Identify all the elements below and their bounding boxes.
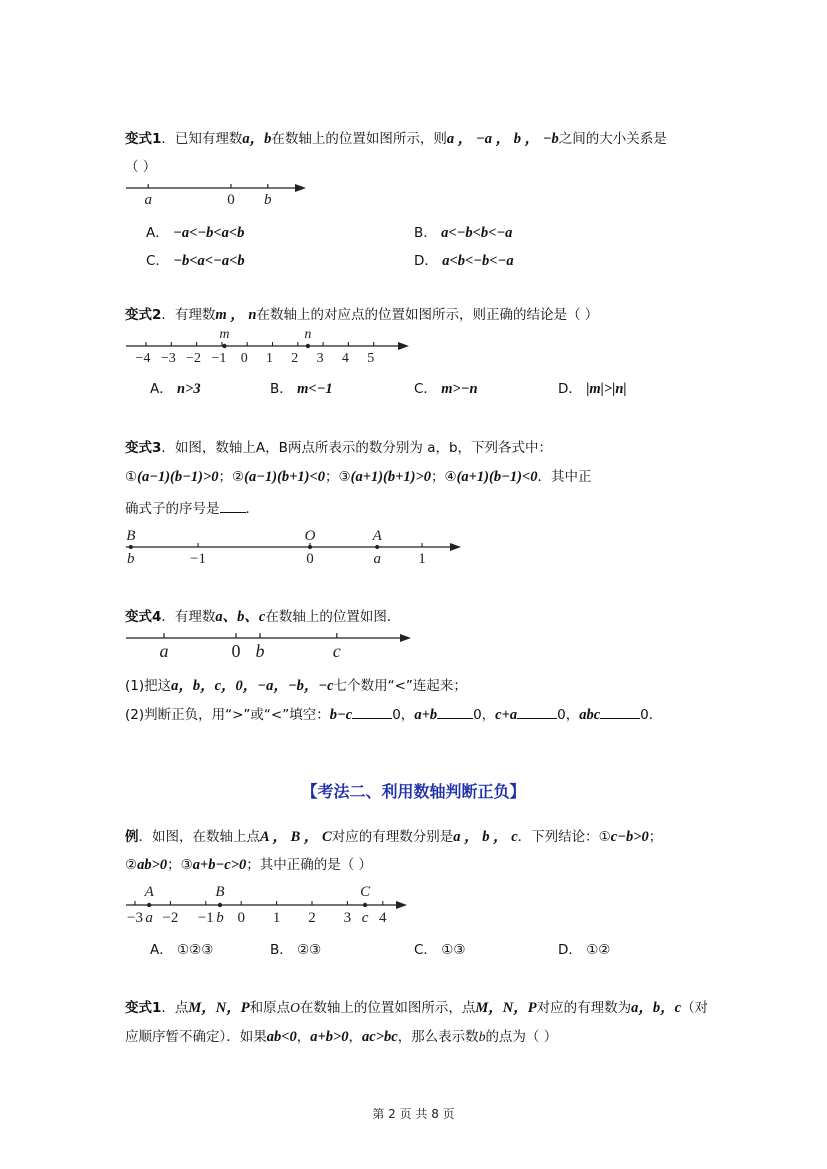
q3-bottom-label: b <box>127 551 135 567</box>
ex-tick-label: −1 <box>197 910 214 926</box>
q4-line1: 变式4．有理数a、b、c在数轴上的位置如图． <box>125 609 401 625</box>
ex-point-sub: a <box>145 910 153 926</box>
q3-number-line <box>124 526 469 568</box>
q3-line3: 确式子的序号是 ． <box>125 501 259 517</box>
q1-vars-ab: a，b <box>242 131 272 147</box>
q5-line1: 变式1．点M，N，P和原点O在数轴上的位置如图所示，点M，N，P对应的有理数为a，b，c（对 <box>125 1000 709 1016</box>
ex-number-line <box>124 880 424 926</box>
q3-answer-blank[interactable] <box>220 500 246 513</box>
q3-label: 变式3 <box>125 440 162 456</box>
q3-bottom-label: a <box>373 551 381 567</box>
ex-line2: ②ab>0；③a+b−c>0；其中正确的是（ ） <box>125 857 373 873</box>
q3-line2: ①(a−1)(b−1)>0；②(a−1)(b+1)<0；③(a+1)(b+1)>0；④(a+1)(b−1)<0．其中正 <box>125 469 592 485</box>
q4-sub2: (2)判断正负，用“>”或“<”填空：b−c 0，a+b 0，c+a 0，abc 0． <box>125 707 663 723</box>
q2-option-d[interactable]: D． |m|>|n| <box>558 381 627 397</box>
q2-tick-label: −4 <box>135 351 151 366</box>
ex-tick-label: −2 <box>162 910 179 926</box>
q2-point-m <box>222 344 226 348</box>
q1-stem-a: ．已知有理数 <box>161 131 243 147</box>
q2-label: 变式2 <box>125 307 162 323</box>
ex-point-C <box>363 903 367 907</box>
q4-axis-label: c <box>332 641 341 661</box>
page-footer: 第 2 页 共 8 页 <box>372 1107 455 1121</box>
q4-blank-3[interactable] <box>517 706 557 719</box>
q4-blank-4[interactable] <box>600 706 640 719</box>
q3-line1: 变式3．如图，数轴上A，B两点所表示的数分别为 a，b，下列各式中： <box>125 440 553 456</box>
q4-blank-2[interactable] <box>437 706 473 719</box>
q1-label: 变式1 <box>125 131 162 147</box>
ex-option-d[interactable]: D． ①② <box>558 942 611 958</box>
ex-option-a[interactable]: A． ①②③ <box>150 942 214 958</box>
q1-option-a[interactable]: A． −a<−b<a<b <box>146 225 245 241</box>
q2-tick-label: 0 <box>240 351 248 366</box>
q2-tick-label: −1 <box>211 351 227 366</box>
q1-option-c[interactable]: C． −b<a<−a<b <box>146 253 245 269</box>
q1-option-b[interactable]: B． a<−b<b<−a <box>414 225 513 241</box>
q1-axis-label: a <box>144 192 152 208</box>
q2-number-line <box>124 328 414 368</box>
ex-tick-label: 4 <box>379 910 387 926</box>
ex-tick-label: 3 <box>343 910 352 926</box>
ex-point-label: B <box>215 884 225 900</box>
ex-option-b[interactable]: B． ②③ <box>270 942 322 958</box>
q2-point-n <box>306 344 310 348</box>
ex-option-c[interactable]: C． ①③ <box>414 942 466 958</box>
q2-tick-label: 4 <box>341 351 349 366</box>
q2-point-label: n <box>304 327 312 342</box>
q2-option-b[interactable]: B． m<−1 <box>270 381 333 397</box>
q2-option-c[interactable]: C． m>−n <box>414 381 478 397</box>
q4-label: 变式4 <box>125 609 162 625</box>
q3-point <box>375 545 379 549</box>
q1-axis-label: 0 <box>227 192 235 208</box>
ex-label: 例 <box>125 829 139 845</box>
section-title: 【考法二、利用数轴判断正负】 <box>301 782 526 801</box>
q2-tick-label: 2 <box>291 351 299 366</box>
q3-point <box>129 545 133 549</box>
q3-top-label: A <box>372 528 382 544</box>
q3-top-label: B <box>126 528 136 544</box>
q3-bottom-label: −1 <box>190 551 206 567</box>
q1-stem-b: 在数轴上的位置如图所示，则 <box>271 131 447 147</box>
q3-bottom-label: 0 <box>306 551 314 567</box>
q4-sub1: (1)把这a，b，c，0，−a，−b，−c七个数用“<”连起来； <box>125 678 467 694</box>
ex-tick-label: 1 <box>272 910 281 926</box>
ex-point-sub: b <box>216 910 224 926</box>
q1-line1 <box>125 127 667 148</box>
q1-option-d[interactable]: D． a<b<−b<−a <box>414 253 514 269</box>
q1-number-line <box>124 178 324 214</box>
q2-line1: 变式2．有理数m ， n在数轴上的对应点的位置如图所示，则正确的结论是（ ） <box>125 307 599 323</box>
q3-bottom-label: 1 <box>418 551 426 567</box>
q2-point-label: m <box>219 327 230 342</box>
q2-tick-label: 5 <box>367 351 375 366</box>
q2-option-a[interactable]: A． n>3 <box>150 381 201 397</box>
q1-vars-list: a ， −a ， b ， −b <box>446 131 559 147</box>
q1-paren: （ ） <box>125 159 157 175</box>
q1-axis-label: b <box>264 192 272 208</box>
q1-stem-c: 之间的大小关系是 <box>558 131 667 147</box>
q3-top-label: O <box>304 528 316 544</box>
ex-point-sub: c <box>361 910 369 926</box>
ex-point-label: A <box>144 884 154 900</box>
q2-tick-label: −2 <box>186 351 202 366</box>
ex-tick-label: 2 <box>308 910 316 926</box>
q5-label: 变式1 <box>125 1000 162 1016</box>
q4-number-line <box>124 629 424 665</box>
q2-tick-label: 1 <box>266 351 273 366</box>
q5-line2: 应顺序暂不确定）．如果ab<0，a+b>0，ac>bc，那么表示数b的点为（ ） <box>125 1029 558 1045</box>
ex-tick-label: 0 <box>237 910 245 926</box>
q4-axis-label: a <box>159 641 169 661</box>
q2-tick-label: −3 <box>160 351 176 366</box>
ex-tick-label: −3 <box>127 910 143 926</box>
ex-point-label: C <box>360 884 371 900</box>
ex-point-A <box>147 903 151 907</box>
q4-axis-label: b <box>255 641 265 661</box>
ex-line1: 例．如图，在数轴上点A ， B ， C对应的有理数分别是a ， b ， c．下列结论：①c−b>0； <box>125 829 663 845</box>
q2-tick-label: 3 <box>316 351 324 366</box>
ex-point-B <box>218 903 222 907</box>
q4-axis-label: 0 <box>231 641 241 661</box>
q4-blank-1[interactable] <box>352 706 392 719</box>
